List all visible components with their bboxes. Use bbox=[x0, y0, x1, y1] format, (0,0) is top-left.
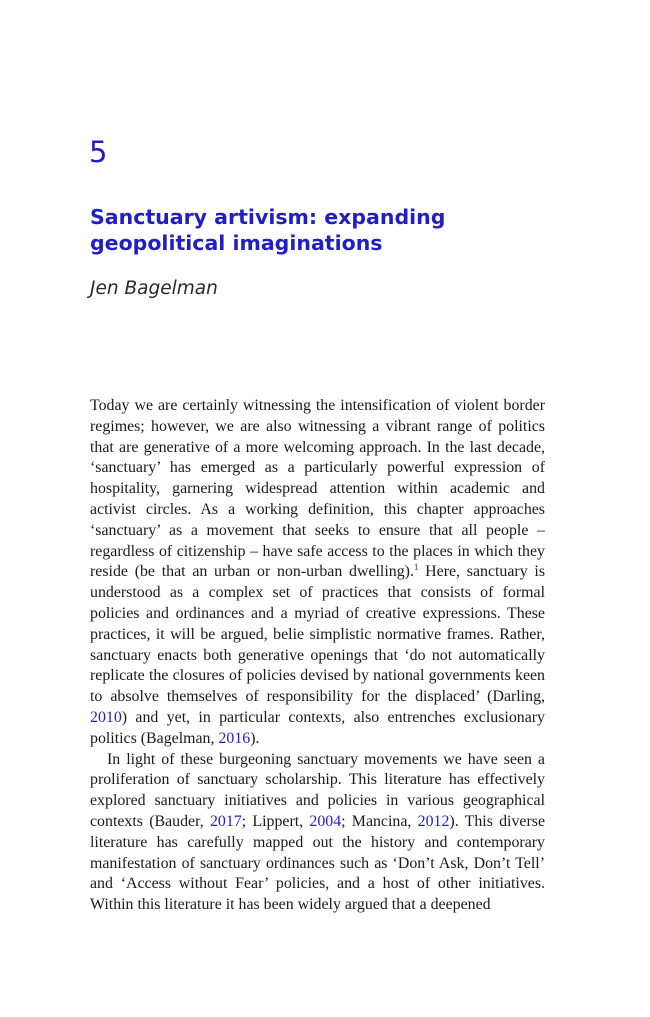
paragraph-2-text-d: ). This diverse literature has carefully mapped out the history and contemporary manifestation of sanctuary ordinances such as ‘Don’t Ask, Don’t Tell’ and ‘Access without Fear’ policies, and a host of other initiatives. Within this literature it has been widely argued that a deepened bbox=[90, 812, 545, 914]
paragraph-1-text-c: ) and yet, in particular contexts, also entrenches exclusionary politics (Bagelman, bbox=[90, 708, 545, 747]
citation-link-mancina-2012[interactable]: 2012 bbox=[417, 812, 450, 830]
paragraph-1-text-d: ). bbox=[250, 729, 260, 747]
citation-link-darling-2010[interactable]: 2010 bbox=[90, 708, 122, 726]
chapter-number: 5 bbox=[89, 135, 108, 169]
chapter-title: Sanctuary artivism: expanding geopolitical imaginations bbox=[90, 205, 446, 255]
paragraph-2-text-c: ; Mancina, bbox=[341, 812, 418, 830]
citation-link-bauder-2017[interactable]: 2017 bbox=[209, 812, 242, 830]
paragraph-2 bbox=[90, 750, 545, 916]
paragraph-2-text-b: ; Lippert, bbox=[241, 812, 310, 830]
author-name: Jen Bagelman bbox=[90, 278, 218, 299]
paragraph-1-text-a: Today we are certainly witnessing the intensification of violent border regimes; however, we are also witnessing a vibrant range of politics that are generative of a more welcoming approach. In the last decade, ‘sanctuary’ has emerged as a particularly powerful expression of hospitality, garnering widespread attention within academic and activist circles. As a working definition, this chapter approaches ‘sanctuary’ as a movement that seeks to ensure that all people – regardless of citizenship – have safe access to the places in which they reside (be that an urban or non-urban dwelling). bbox=[90, 397, 545, 581]
citation-link-bagelman-2016[interactable]: 2016 bbox=[218, 729, 251, 747]
citation-link-lippert-2004[interactable]: 2004 bbox=[309, 812, 342, 830]
footnote-marker[interactable]: 1 bbox=[413, 562, 419, 573]
paragraph-1 bbox=[90, 396, 545, 750]
paragraph-1-text-b: Here, sanctuary is understood as a complex set of practices that consists of formal policies and ordinances and a myriad of creative expressions. These practices, it will be argued, belie simplistic normative frames. Rather, sanctuary enacts both generative openings that ‘do not automatically replicate the closures of policies devised by national governments keen to absolve themselves of responsibility for the displaced’ (Darling, bbox=[90, 563, 546, 706]
chapter-body bbox=[90, 396, 545, 916]
paragraph-2-text-a: In light of these burgeoning sanctuary movements we have seen a proliferation of sanctuary scholarship. This literature has effectively explored sanctuary initiatives and policies in various geographical contexts (Bauder, bbox=[90, 750, 545, 830]
